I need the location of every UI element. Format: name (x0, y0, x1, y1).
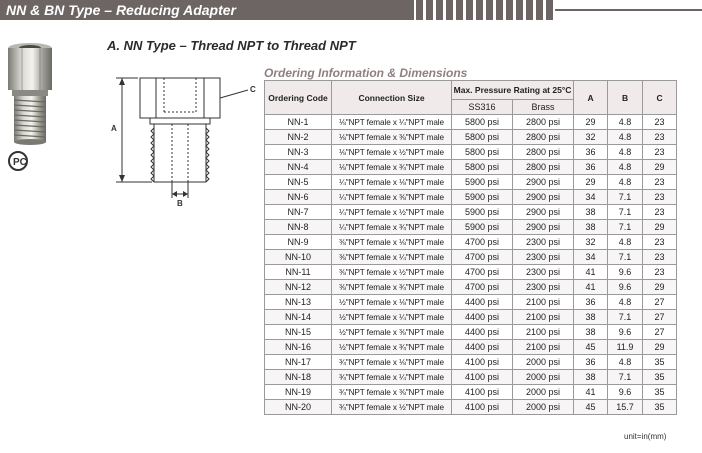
cell-connection-size: ¾"NPT female x ¼"NPT male (332, 370, 452, 385)
cell-b: 4.8 (608, 115, 643, 130)
cell-brass: 2800 psi (513, 115, 574, 130)
table-row (265, 145, 677, 160)
cell-ordering-code: NN-14 (265, 310, 332, 325)
table-row (265, 115, 677, 130)
cell-connection-size: ¾"NPT female x ⅜"NPT male (332, 385, 452, 400)
cell-brass: 2100 psi (513, 310, 574, 325)
svg-text:PC: PC (13, 157, 27, 168)
cell-c: 27 (643, 325, 677, 340)
table-title: Ordering Information & Dimensions (264, 66, 468, 80)
cell-brass: 2000 psi (513, 355, 574, 370)
ordering-table (264, 80, 677, 415)
cell-c: 29 (643, 160, 677, 175)
cell-b: 11.9 (608, 340, 643, 355)
cell-c: 29 (643, 340, 677, 355)
cell-b: 7.1 (608, 370, 643, 385)
cell-ordering-code: NN-13 (265, 295, 332, 310)
cell-c: 23 (643, 175, 677, 190)
cell-b: 4.8 (608, 160, 643, 175)
cell-b: 4.8 (608, 130, 643, 145)
cell-c: 23 (643, 115, 677, 130)
table-body (265, 115, 677, 415)
cell-c: 23 (643, 145, 677, 160)
cell-c: 29 (643, 220, 677, 235)
table-row (265, 175, 677, 190)
cell-brass: 2300 psi (513, 250, 574, 265)
table-row (265, 325, 677, 340)
cell-a: 36 (574, 295, 608, 310)
cell-connection-size: ½"NPT female x ⅛"NPT male (332, 295, 452, 310)
cell-b: 4.8 (608, 175, 643, 190)
cell-brass: 2000 psi (513, 400, 574, 415)
cell-ordering-code: NN-3 (265, 145, 332, 160)
cell-brass: 2800 psi (513, 145, 574, 160)
cell-b: 4.8 (608, 145, 643, 160)
cell-ordering-code: NN-1 (265, 115, 332, 130)
cell-ordering-code: NN-15 (265, 325, 332, 340)
cell-b: 7.1 (608, 250, 643, 265)
cell-ordering-code: NN-16 (265, 340, 332, 355)
cell-ss316: 4700 psi (452, 235, 513, 250)
cell-ss316: 4100 psi (452, 370, 513, 385)
cell-connection-size: ¼"NPT female x ½"NPT male (332, 205, 452, 220)
cell-ss316: 4400 psi (452, 325, 513, 340)
col-b: B (608, 81, 643, 115)
cell-connection-size: ¾"NPT female x ½"NPT male (332, 400, 452, 415)
cell-a: 45 (574, 340, 608, 355)
cell-a: 41 (574, 385, 608, 400)
cell-a: 29 (574, 115, 608, 130)
cell-ss316: 5900 psi (452, 190, 513, 205)
cell-ss316: 5900 psi (452, 220, 513, 235)
header-rule (555, 9, 702, 11)
cell-ordering-code: NN-4 (265, 160, 332, 175)
cell-brass: 2000 psi (513, 385, 574, 400)
cell-brass: 2900 psi (513, 220, 574, 235)
table-row (265, 250, 677, 265)
table-row (265, 400, 677, 415)
cell-ss316: 4100 psi (452, 385, 513, 400)
cell-c: 35 (643, 385, 677, 400)
cell-a: 36 (574, 145, 608, 160)
cell-b: 4.8 (608, 295, 643, 310)
cell-connection-size: ¼"NPT female x ¾"NPT male (332, 220, 452, 235)
cell-a: 32 (574, 235, 608, 250)
cell-a: 41 (574, 280, 608, 295)
header-bar (0, 0, 414, 20)
cell-a: 38 (574, 220, 608, 235)
cell-a: 34 (574, 190, 608, 205)
cell-connection-size: ¾"NPT female x ⅛"NPT male (332, 355, 452, 370)
cell-c: 23 (643, 235, 677, 250)
cell-ordering-code: NN-7 (265, 205, 332, 220)
cell-ss316: 4100 psi (452, 400, 513, 415)
cell-c: 23 (643, 190, 677, 205)
cell-ordering-code: NN-9 (265, 235, 332, 250)
cell-ss316: 4700 psi (452, 250, 513, 265)
table-row (265, 220, 677, 235)
adapter-photo (0, 42, 60, 150)
cell-brass: 2300 psi (513, 280, 574, 295)
cell-brass: 2300 psi (513, 235, 574, 250)
cell-ordering-code: NN-18 (265, 370, 332, 385)
cell-b: 4.8 (608, 355, 643, 370)
dimension-label-c: C (250, 85, 256, 94)
cell-ss316: 4700 psi (452, 280, 513, 295)
cell-ordering-code: NN-10 (265, 250, 332, 265)
section-subtitle: A. NN Type – Thread NPT to Thread NPT (107, 38, 356, 53)
cell-a: 36 (574, 355, 608, 370)
dimension-label-a: A (111, 124, 117, 133)
cell-c: 23 (643, 205, 677, 220)
cell-c: 35 (643, 370, 677, 385)
cell-ss316: 4400 psi (452, 340, 513, 355)
cell-c: 23 (643, 265, 677, 280)
table-row (265, 310, 677, 325)
cell-connection-size: ⅛"NPT female x ½"NPT male (332, 145, 452, 160)
cell-connection-size: ⅜"NPT female x ⅛"NPT male (332, 235, 452, 250)
cell-b: 4.8 (608, 235, 643, 250)
cell-ss316: 4400 psi (452, 295, 513, 310)
cell-ss316: 5900 psi (452, 175, 513, 190)
cell-a: 36 (574, 160, 608, 175)
cell-b: 9.6 (608, 325, 643, 340)
cell-ss316: 5800 psi (452, 130, 513, 145)
cell-connection-size: ½"NPT female x ¼"NPT male (332, 310, 452, 325)
col-connection-size: Connection Size (332, 81, 452, 115)
cell-ordering-code: NN-12 (265, 280, 332, 295)
cell-c: 27 (643, 310, 677, 325)
cell-a: 45 (574, 400, 608, 415)
cell-brass: 2300 psi (513, 265, 574, 280)
table-row (265, 130, 677, 145)
cell-b: 15.7 (608, 400, 643, 415)
cell-brass: 2100 psi (513, 340, 574, 355)
cell-connection-size: ¼"NPT female x ⅛"NPT male (332, 175, 452, 190)
cell-a: 34 (574, 250, 608, 265)
cell-a: 38 (574, 310, 608, 325)
col-c: C (643, 81, 677, 115)
cell-brass: 2800 psi (513, 160, 574, 175)
cell-ordering-code: NN-5 (265, 175, 332, 190)
cell-brass: 2100 psi (513, 295, 574, 310)
dimension-drawing (108, 76, 258, 210)
cell-c: 35 (643, 400, 677, 415)
cell-b: 7.1 (608, 310, 643, 325)
cell-brass: 2100 psi (513, 325, 574, 340)
cell-brass: 2000 psi (513, 370, 574, 385)
cell-ordering-code: NN-20 (265, 400, 332, 415)
cell-a: 29 (574, 175, 608, 190)
cell-connection-size: ¼"NPT female x ⅜"NPT male (332, 190, 452, 205)
table-row (265, 190, 677, 205)
cell-connection-size: ⅛"NPT female x ⅜"NPT male (332, 130, 452, 145)
cell-ss316: 4100 psi (452, 355, 513, 370)
table-row (265, 355, 677, 370)
page-title: NN & BN Type – Reducing Adapter (6, 2, 236, 18)
certification-mark-icon (4, 150, 34, 172)
cell-b: 9.6 (608, 385, 643, 400)
cell-a: 38 (574, 370, 608, 385)
cell-ordering-code: NN-11 (265, 265, 332, 280)
cell-c: 27 (643, 295, 677, 310)
unit-note: unit=in(mm) (624, 432, 667, 441)
cell-ordering-code: NN-2 (265, 130, 332, 145)
cell-connection-size: ⅛"NPT female x ¼"NPT male (332, 115, 452, 130)
col-ss316: SS316 (452, 100, 513, 115)
cell-b: 9.6 (608, 280, 643, 295)
cell-connection-size: ⅜"NPT female x ¼"NPT male (332, 250, 452, 265)
table-row (265, 280, 677, 295)
cell-b: 7.1 (608, 220, 643, 235)
cell-a: 32 (574, 130, 608, 145)
cell-ss316: 5800 psi (452, 145, 513, 160)
col-a: A (574, 81, 608, 115)
cell-ss316: 4400 psi (452, 310, 513, 325)
table-row (265, 235, 677, 250)
cell-c: 35 (643, 355, 677, 370)
cell-connection-size: ½"NPT female x ⅜"NPT male (332, 325, 452, 340)
table-row (265, 340, 677, 355)
cell-connection-size: ½"NPT female x ¾"NPT male (332, 340, 452, 355)
table-row (265, 295, 677, 310)
cell-ss316: 5800 psi (452, 115, 513, 130)
table-row (265, 385, 677, 400)
cell-ordering-code: NN-19 (265, 385, 332, 400)
cell-brass: 2900 psi (513, 190, 574, 205)
cell-connection-size: ⅜"NPT female x ½"NPT male (332, 265, 452, 280)
col-ordering-code: Ordering Code (265, 81, 332, 115)
cell-ordering-code: NN-17 (265, 355, 332, 370)
cell-brass: 2900 psi (513, 205, 574, 220)
col-brass: Brass (513, 100, 574, 115)
cell-ss316: 4700 psi (452, 265, 513, 280)
cell-ss316: 5800 psi (452, 160, 513, 175)
col-pressure-rating: Max. Pressure Rating at 25°C (452, 81, 574, 100)
cell-brass: 2800 psi (513, 130, 574, 145)
cell-b: 7.1 (608, 190, 643, 205)
cell-brass: 2900 psi (513, 175, 574, 190)
cell-ss316: 5900 psi (452, 205, 513, 220)
table-row (265, 205, 677, 220)
cell-c: 29 (643, 280, 677, 295)
cell-connection-size: ⅛"NPT female x ¾"NPT male (332, 160, 452, 175)
cell-connection-size: ⅜"NPT female x ¾"NPT male (332, 280, 452, 295)
cell-a: 38 (574, 205, 608, 220)
table-row (265, 265, 677, 280)
dimension-label-b: B (177, 199, 183, 208)
cell-b: 9.6 (608, 265, 643, 280)
cell-c: 23 (643, 250, 677, 265)
cell-a: 38 (574, 325, 608, 340)
cell-c: 23 (643, 130, 677, 145)
cell-ordering-code: NN-6 (265, 190, 332, 205)
cell-ordering-code: NN-8 (265, 220, 332, 235)
table-row (265, 370, 677, 385)
table-row (265, 160, 677, 175)
cell-b: 7.1 (608, 205, 643, 220)
cell-a: 41 (574, 265, 608, 280)
